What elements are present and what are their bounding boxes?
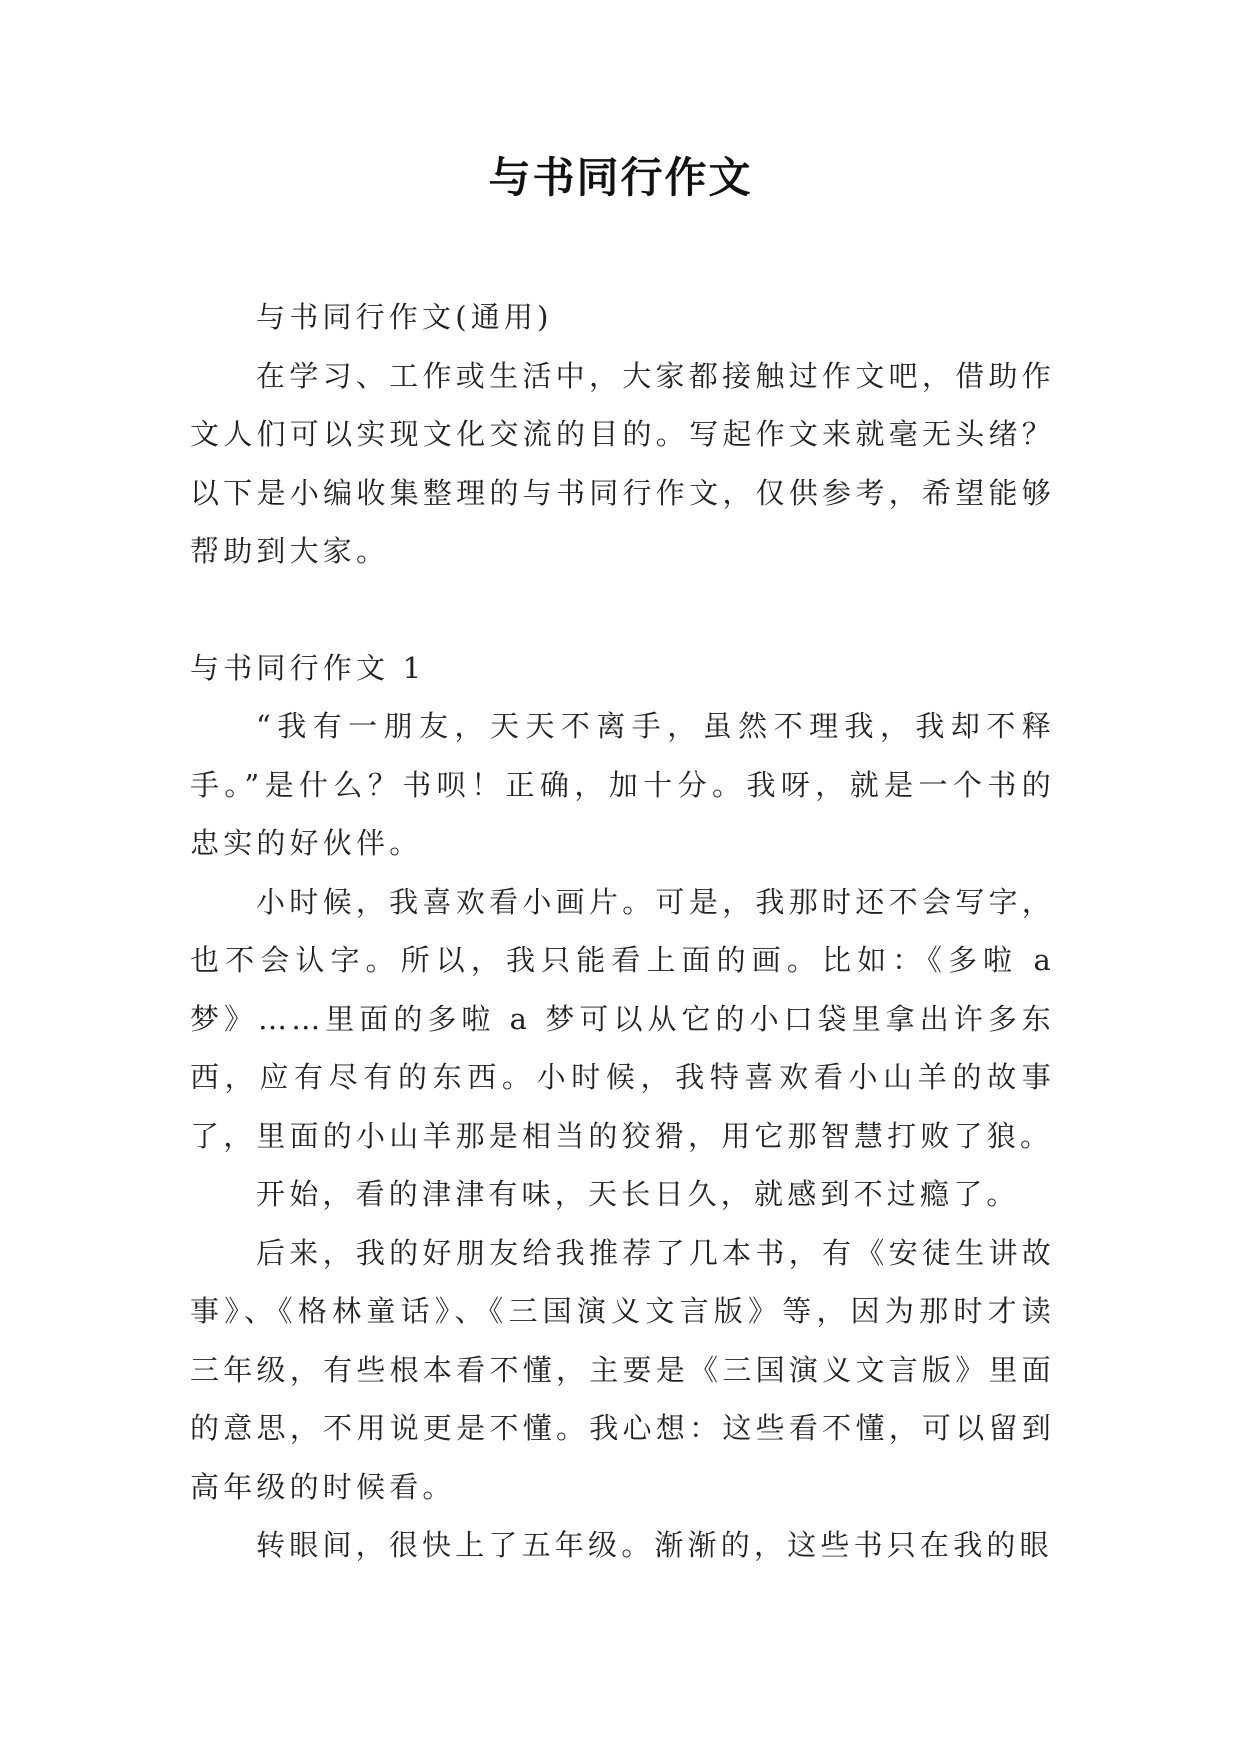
- body-paragraph: 小时候，我喜欢看小画片。可是，我那时还不会写字，也不会认字。所以，我只能看上面的画。比如：《多啦 a 梦》……里面的多啦 a 梦可以从它的小口袋里拿出许多东西，应有尽有的东西。小时候，我特喜欢看小山羊的故事了，里面的小山羊那是相当的狡猾，用它那智慧打败了狼。: [190, 884, 1055, 1153]
- document-title: 与书同行作文: [488, 153, 753, 202]
- document-subtitle: 与书同行作文(通用): [256, 300, 553, 334]
- body-paragraph: 开始，看的津津有味，天长日久，就感到不过瘾了。: [256, 1177, 1020, 1211]
- intro-paragraph: 在学习、工作或生活中，大家都接触过作文吧，借助作文人们可以实现文化交流的目的。写起作文来就毫无头绪？以下是小编收集整理的与书同行作文，仅供参考，希望能够帮助到大家。: [190, 358, 1055, 568]
- body-paragraph: 转眼间，很快上了五年级。渐渐的，这些书只在我的眼: [256, 1528, 1053, 1562]
- document-body: [190, 288, 1055, 1575]
- section-heading: 与书同行作文 1: [190, 650, 426, 685]
- body-paragraph: 后来，我的好朋友给我推荐了几本书，有《安徒生讲故事》、《格林童话》、《三国演义文言版》等，因为那时才读三年级，有些根本看不懂，主要是《三国演义文言版》里面的意思，不用说更是不懂。我心想：这些看不懂，可以留到高年级的时候看。: [190, 1235, 1055, 1504]
- body-paragraph: “我有一朋友，天天不离手，虽然不理我，我却不释手。”是什么？书呗！正确，加十分。我呀，就是一个书的忠实的好伙伴。: [190, 709, 1055, 860]
